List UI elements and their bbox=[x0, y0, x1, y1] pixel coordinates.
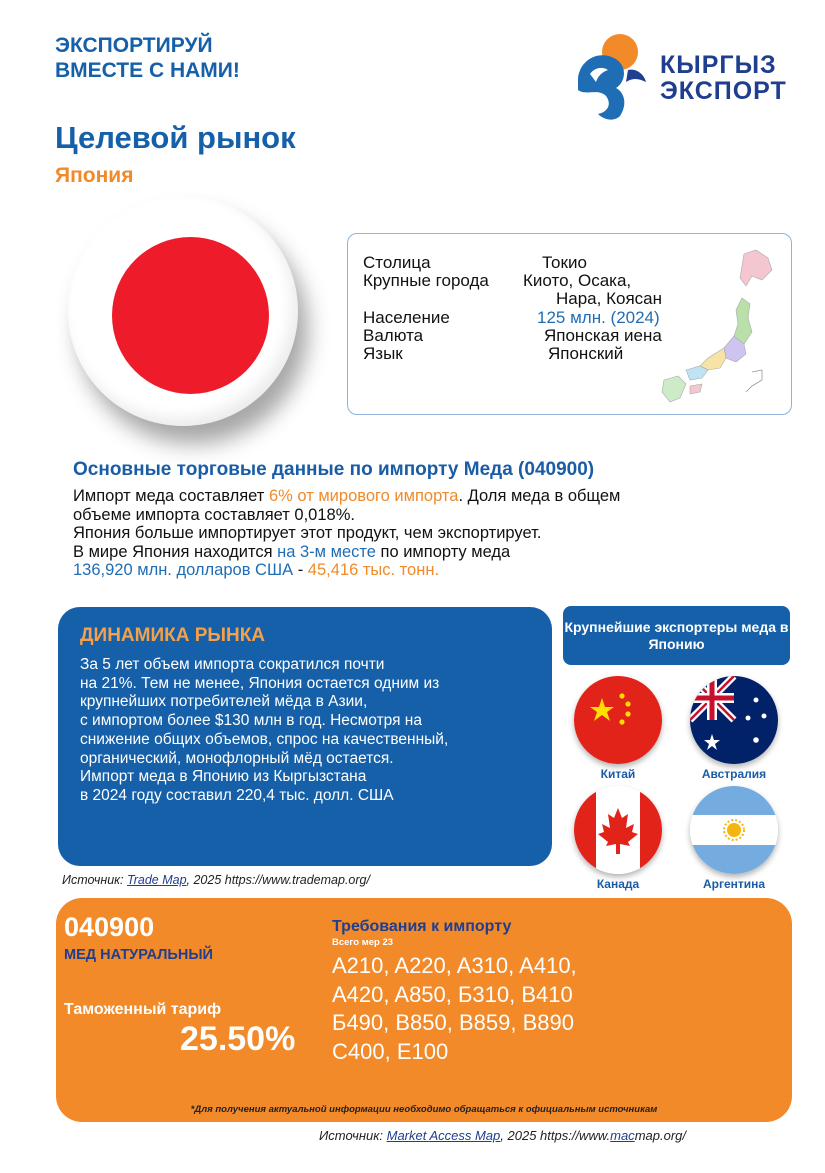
requirement-codes-line: A420, A850, Б310, B410 bbox=[332, 981, 573, 1007]
slogan-line-1: ЭКСПОРТИРУЙ bbox=[55, 34, 213, 57]
trade-text: . Доля меда в общем bbox=[458, 487, 621, 505]
kyrgyz-export-logo-icon bbox=[568, 30, 658, 122]
dynamics-line: в 2024 году составил 220,4 тыс. долл. США bbox=[80, 786, 394, 804]
cities-value-2: Нара, Коясан bbox=[556, 289, 662, 308]
exporter-label-argentina: Аргентина bbox=[702, 877, 766, 891]
import-requirements-title: Требования к импорту bbox=[332, 918, 512, 935]
language-value: Японский bbox=[548, 344, 624, 363]
population-value: 125 млн. (2024) bbox=[537, 308, 660, 327]
currency-label: Валюта bbox=[363, 326, 424, 345]
rank-highlight: на 3-м месте bbox=[277, 542, 376, 561]
requirement-codes-line: C400, E100 bbox=[332, 1038, 449, 1064]
logo-line-2: ЭКСПОРТ bbox=[660, 77, 787, 105]
argentina-flag-icon bbox=[690, 786, 778, 874]
requirement-codes-line: A210, A220, A310, A410, bbox=[332, 953, 577, 978]
import-value-highlight: 136,920 млн. долларов США bbox=[73, 561, 294, 579]
japan-flag-sun bbox=[112, 237, 269, 394]
market-dynamics-title: ДИНАМИКА РЫНКА bbox=[80, 625, 266, 646]
logo-line-1: КЫРГЫЗ bbox=[660, 51, 777, 79]
trade-text: объеме импорта составляет 0,018%. bbox=[73, 505, 355, 524]
dynamics-line: с импортом более $130 млн в год. Несмотря на bbox=[80, 712, 422, 730]
trade-text: - bbox=[293, 561, 308, 579]
trade-text: Импорт меда составляет bbox=[73, 487, 269, 505]
canada-flag-icon bbox=[574, 786, 662, 874]
cities-value-1: Киото, Осака, bbox=[523, 271, 632, 290]
dynamics-line: снижение общих объемов, спрос на качественный, bbox=[80, 730, 449, 748]
dynamics-line: на 21%. Тем не менее, Япония остается одним из bbox=[80, 674, 440, 692]
world-share-highlight: 6% от мирового импорта bbox=[268, 487, 459, 505]
australia-flag-icon bbox=[690, 676, 778, 764]
trade-section-body bbox=[73, 487, 733, 580]
dynamics-line: крупнейших потребителей мёда в Азии, bbox=[80, 693, 368, 711]
trade-map-link[interactable]: Trade Map bbox=[127, 873, 187, 887]
tariff-label: Таможенный тариф bbox=[64, 1001, 222, 1018]
trade-text: В мире Япония находится bbox=[73, 542, 278, 561]
source-mid: , 2025 https://www. bbox=[500, 1128, 611, 1143]
requirement-codes bbox=[332, 952, 662, 1066]
language-label: Язык bbox=[363, 344, 403, 363]
requirement-codes-line: Б490, B850, B859, B890 bbox=[332, 1010, 574, 1035]
trade-text: по импорту меда bbox=[375, 542, 511, 561]
currency-value: Японская иена bbox=[544, 326, 662, 345]
dynamics-line: За 5 лет объем импорта сократился почти bbox=[80, 656, 385, 673]
capital-label: Столица bbox=[363, 253, 431, 272]
exporter-label-australia: Австралия bbox=[701, 767, 767, 781]
cities-label: Крупные города bbox=[363, 271, 489, 290]
product-name: МЕД НАТУРАЛЬНЫЙ bbox=[64, 947, 213, 963]
slogan-line-2: ВМЕСТЕ С НАМИ! bbox=[55, 59, 240, 82]
logo-text bbox=[660, 52, 787, 104]
requirements-count: Всего мер 23 bbox=[332, 937, 394, 948]
source-prefix: Источник: bbox=[62, 873, 128, 887]
tariff-value: 25.50% bbox=[180, 1020, 296, 1058]
exporter-label-canada: Канада bbox=[596, 877, 640, 891]
japan-map-icon bbox=[656, 246, 786, 408]
macmap-url-link[interactable]: mac bbox=[610, 1128, 635, 1143]
trade-text: Япония больше импортирует этот продукт, чем экспортирует. bbox=[73, 524, 542, 542]
dynamics-line: органический, монофлорный мёд остается. bbox=[80, 749, 394, 767]
top-exporters-header: Крупнейшие экспортеры меда в Японию bbox=[563, 606, 790, 665]
import-volume-highlight: 45,416 тыс. тонн. bbox=[307, 561, 440, 579]
page-title: Целевой рынок bbox=[55, 120, 296, 155]
source-suffix: , 2025 https://www.trademap.org/ bbox=[186, 873, 370, 887]
population-label: Население bbox=[363, 308, 450, 327]
china-flag-icon bbox=[574, 676, 662, 764]
capital-value: Токио bbox=[542, 253, 587, 272]
source-suffix: map.org/ bbox=[634, 1128, 686, 1143]
market-dynamics-text bbox=[80, 656, 520, 806]
source-note-macmap bbox=[319, 1128, 686, 1143]
hs-code: 040900 bbox=[64, 912, 155, 942]
country-name: Япония bbox=[55, 164, 134, 187]
slogan bbox=[55, 33, 240, 83]
source-note-trademap bbox=[62, 873, 370, 887]
dynamics-line: Импорт меда в Японию из Кыргызстана bbox=[80, 768, 367, 786]
trade-section-title: Основные торговые данные по импорту Меда (040900) bbox=[73, 459, 595, 480]
source-prefix: Источник: bbox=[319, 1128, 387, 1143]
exporter-label-china: Китай bbox=[600, 767, 636, 781]
market-access-map-link[interactable]: Market Access Map bbox=[386, 1128, 501, 1143]
disclaimer: *Для получения актуальной информации необходимо обращаться к официальным источникам bbox=[190, 1104, 658, 1115]
